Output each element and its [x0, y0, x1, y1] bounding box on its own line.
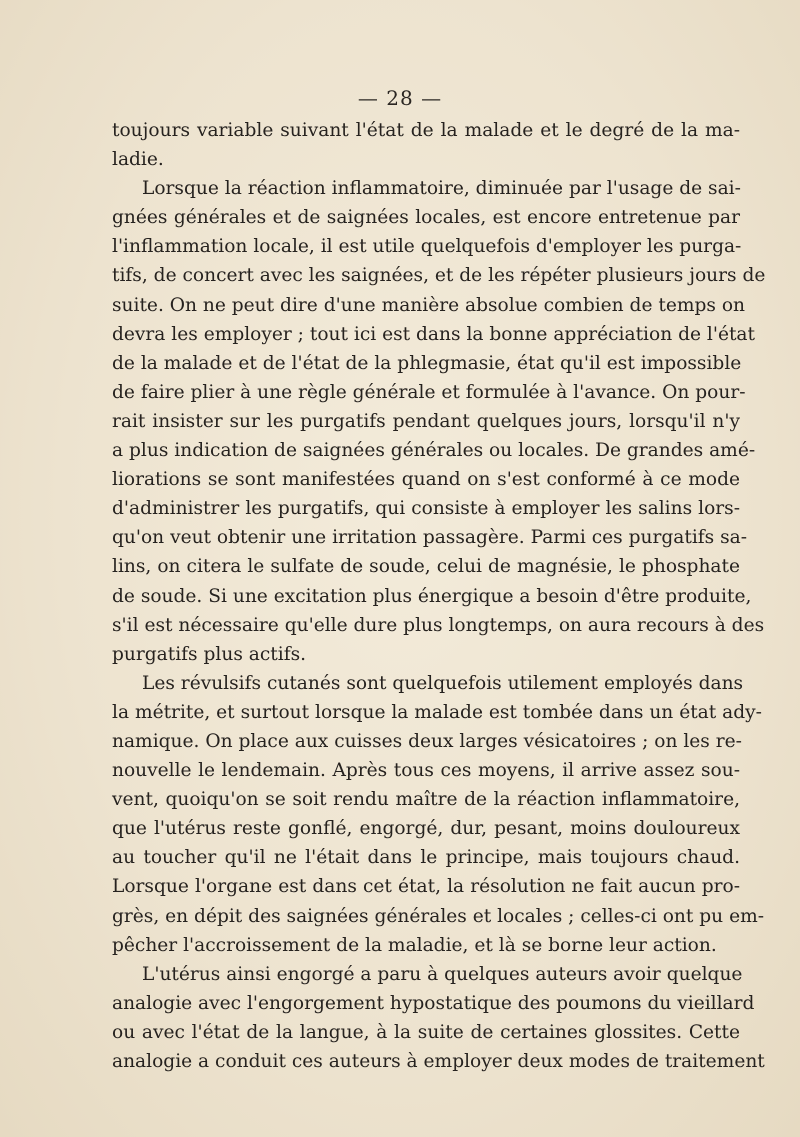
text-line: analogie a conduit ces auteurs à employer deux modes de traitement [112, 1051, 765, 1072]
text-line: ladie. [112, 149, 164, 171]
text-line: liorations se sont manifestées quand on s'est conformé à ce mode [112, 469, 740, 491]
text-line: devra les employer ; tout ici est dans la bonne appréciation de l'état [112, 323, 755, 345]
text-line: l'inflammation locale, il est utile quelquefois d'employer les purga- [112, 236, 742, 258]
text-line: de la malade et de l'état de la phlegmasie, état qu'il est impossible [112, 352, 742, 374]
text-line: nouvelle le lendemain. Après tous ces moyens, il arrive assez sou- [112, 760, 740, 782]
text-line: ou avec l'état de la langue, à la suite de certaines glossites. Cette [112, 1021, 740, 1043]
text-line: namique. On place aux cuisses deux larges vésicatoires ; on les re- [112, 730, 742, 752]
text-line: analogie avec l'engorgement hypostatique des poumons du vieillard [112, 992, 755, 1014]
text-line: Lorsque la réaction inflammatoire, diminuée par l'usage de sai- [142, 178, 741, 200]
body-text [112, 116, 766, 1076]
text-line: tifs, de concert avec les saignées, et de les répéter plusieurs jours de [112, 265, 766, 287]
text-line: d'administrer les purgatifs, qui consiste à employer les salins lors- [112, 498, 740, 520]
text-line: au toucher qu'il ne l'était dans le principe, mais toujours chaud. [112, 847, 740, 869]
text-line: Les révulsifs cutanés sont quelquefois utilement employés dans [142, 672, 744, 694]
text-line: Lorsque l'organe est dans cet état, la résolution ne fait aucun pro- [112, 876, 740, 898]
text-line: que l'utérus reste gonflé, engorgé, dur, pesant, moins douloureux [112, 818, 740, 840]
text-line: vent, quoiqu'on se soit rendu maître de la réaction inflammatoire, [112, 789, 740, 811]
text-line: toujours variable suivant l'état de la malade et le degré de la ma- [112, 120, 740, 141]
page-number: — 28 — [357, 86, 443, 110]
text-line: de soude. Si une excitation plus énergique a besoin d'être produite, [112, 585, 752, 607]
text-line: s'il est nécessaire qu'elle dure plus longtemps, on aura recours à des [112, 614, 765, 636]
text-line: purgatifs plus actifs. [112, 643, 307, 665]
text-line: rait insister sur les purgatifs pendant quelques jours, lorsqu'il n'y [112, 410, 740, 432]
text-line: gnées générales et de saignées locales, est encore entretenue par [112, 207, 740, 229]
text-line: grès, en dépit des saignées générales et locales ; celles-ci ont pu em- [112, 905, 764, 927]
text-line: de faire plier à une règle générale et formulée à l'avance. On pour- [112, 381, 746, 403]
text-line: suite. On ne peut dire d'une manière absolue combien de temps on [112, 294, 746, 316]
text-line: L'utérus ainsi engorgé a paru à quelques auteurs avoir quelque [142, 963, 743, 985]
text-line: pêcher l'accroissement de la maladie, et là se borne leur action. [112, 934, 717, 956]
text-line: lins, on citera le sulfate de soude, celui de magnésie, le phosphate [112, 556, 740, 578]
text-line: qu'on veut obtenir une irritation passagère. Parmi ces purgatifs sa- [112, 527, 748, 549]
text-line: la métrite, et surtout lorsque la malade est tombée dans un état ady- [112, 701, 762, 723]
text-line: a plus indication de saignées générales ou locales. De grandes amé- [112, 440, 756, 462]
